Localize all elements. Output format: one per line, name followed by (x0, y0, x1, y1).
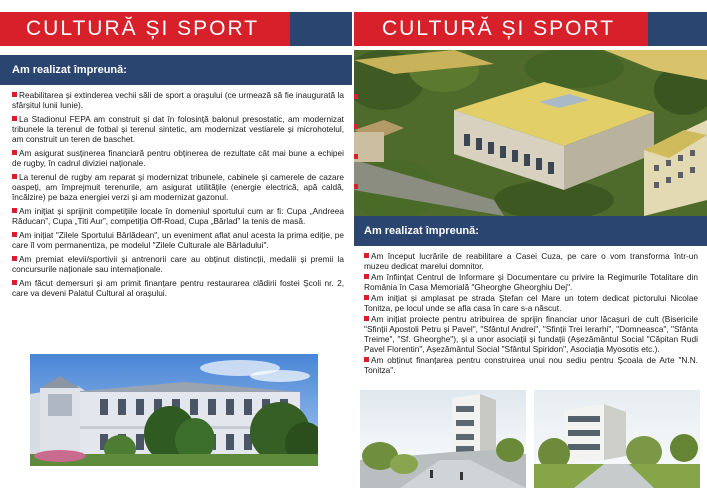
list-item-text: Am premiat elevii/sportivii și antrenorii care au obținut distincții, medalii și premii la concursurile naționale sau internaționale. (12, 254, 344, 274)
list-item (364, 355, 698, 375)
list-item (12, 278, 344, 298)
section-heading: Am realizat împreună: (354, 216, 707, 246)
bullet-list (12, 90, 344, 302)
bullet-icon (12, 232, 17, 237)
bullet-icon (12, 116, 17, 121)
side-marker-icon (354, 184, 358, 189)
title-banner-accent (648, 12, 707, 46)
art-school-rendering-photo-1 (360, 390, 526, 488)
list-item-text: Am inițiat și amplasat pe strada Ștefan cel Mare un totem dedicat pictorului Nicolae Tonitza, pe locul unde se afla casa în care s-a născut. (364, 293, 698, 313)
bullet-icon (364, 316, 369, 321)
list-item-text: Am inițiat și sprijinit competițiile locale în domeniul sportului cum ar fi: Cupa „Andreea Răducan”, Cupa „Titi Aur”, competiția Off-Road, Cupa „Bârlad” la tenis de masă. (12, 206, 344, 226)
list-item-text: Am obținut finanțarea pentru construirea unui nou sediu pentru Școala de Arte "N.N. Tonitza". (364, 355, 698, 375)
side-marker-icon (354, 154, 358, 159)
list-item-text: Am inițiat "Zilele Sportului Bârlădean", un eveniment aflat anul acesta la prima ediție, pe care îl vom permanentiza, pe modelul "Zilele Culturale ale Bârladului". (12, 230, 344, 250)
bullet-icon (12, 150, 17, 155)
list-item-text: Am înființat Centrul de Informare și Documentare cu privire la Regimurile Totalitare din România în Casa Memorială "Gheorghe Gheorghiu Dej". (364, 272, 698, 292)
historic-school-building-photo (30, 354, 318, 466)
list-item (364, 293, 698, 313)
list-item (12, 230, 344, 250)
bullet-list (364, 251, 698, 376)
list-item (12, 90, 344, 110)
bullet-icon (12, 174, 17, 179)
list-item-text: Am început lucrările de reabilitare a Casei Cuza, pe care o vom transforma într-un muzeu dedicat marelui domnitor. (364, 251, 698, 271)
art-school-rendering-photo-2 (534, 390, 700, 488)
list-item (12, 254, 344, 274)
list-item (12, 206, 344, 226)
list-item-text: Reabilitarea și extinderea vechii săli de sport a orașului (ce urmează să fie inaugurată la sfârșitul lunii Iunie). (12, 90, 344, 110)
list-item (12, 172, 344, 202)
right-page (354, 0, 707, 500)
list-item-text: La Stadionul FEPA am construit și dat în folosință balonul presostatic, am modernizat tribunele la terenul de fotbal și terenul sintetic, am modernizat vestiarele și microhotelul, am construit un teren de baschet. (12, 114, 344, 144)
list-item (12, 114, 344, 144)
list-item (12, 148, 344, 168)
bullet-icon (12, 280, 17, 285)
title-banner-accent (290, 12, 352, 46)
list-item (364, 251, 698, 271)
bullet-icon (364, 274, 369, 279)
bullet-icon (364, 295, 369, 300)
bullet-icon (364, 357, 369, 362)
side-marker-icon (354, 94, 358, 99)
title-banner (0, 12, 290, 46)
list-item (364, 272, 698, 292)
side-marker-icon (354, 124, 358, 129)
list-item-text: La terenul de rugby am reparat și modernizat tribunele, cabinele și camerele de cazare oaspeți, am împrejmuit terenurile, am asigurat utilitățile (energie electrică, apă caldă, încălzire) pe baza energiei verzi și am modernizat gazonul. (12, 172, 344, 202)
title-banner (354, 12, 648, 46)
list-item (364, 314, 698, 354)
list-item-text: Am inițiat proiecte pentru atribuirea de sprijin financiar unor lăcașuri de cult (Bisericile "Sfinții Apostoli Petru și Pavel", "Sfântul Andrei", "Sfinții Trei Ierarhi", "Domneasca", "Sfânta Treime", "Sf. Gheorghe"), și a unor asociații și fundații (Așezământul Social "Căpitan Rudi Pavel Florentin", Așezământul Social "Sfântul Spiridon", Asociația Myosotis etc.). (364, 314, 698, 354)
page-title: CULTURĂ ȘI SPORT (26, 17, 260, 40)
list-item-text: Am asigurat susținerea financiară pentru obținerea de rezultate cât mai bune a echipei de rugby, în cadrul diviziei naționale. (12, 148, 344, 168)
left-page (0, 0, 352, 500)
aerial-sports-hall-photo (354, 50, 707, 216)
page-title: CULTURĂ ȘI SPORT (382, 17, 616, 40)
list-item-text: Am făcut demersuri și am primit finanțare pentru restaurarea clădirii fostei Școli nr. 2, care va deveni Palatul Cultural al orașului. (12, 278, 344, 298)
bullet-icon (364, 253, 369, 258)
bullet-icon (12, 92, 17, 97)
bullet-icon (12, 208, 17, 213)
section-heading: Am realizat împreună: (0, 55, 352, 85)
bullet-icon (12, 256, 17, 261)
